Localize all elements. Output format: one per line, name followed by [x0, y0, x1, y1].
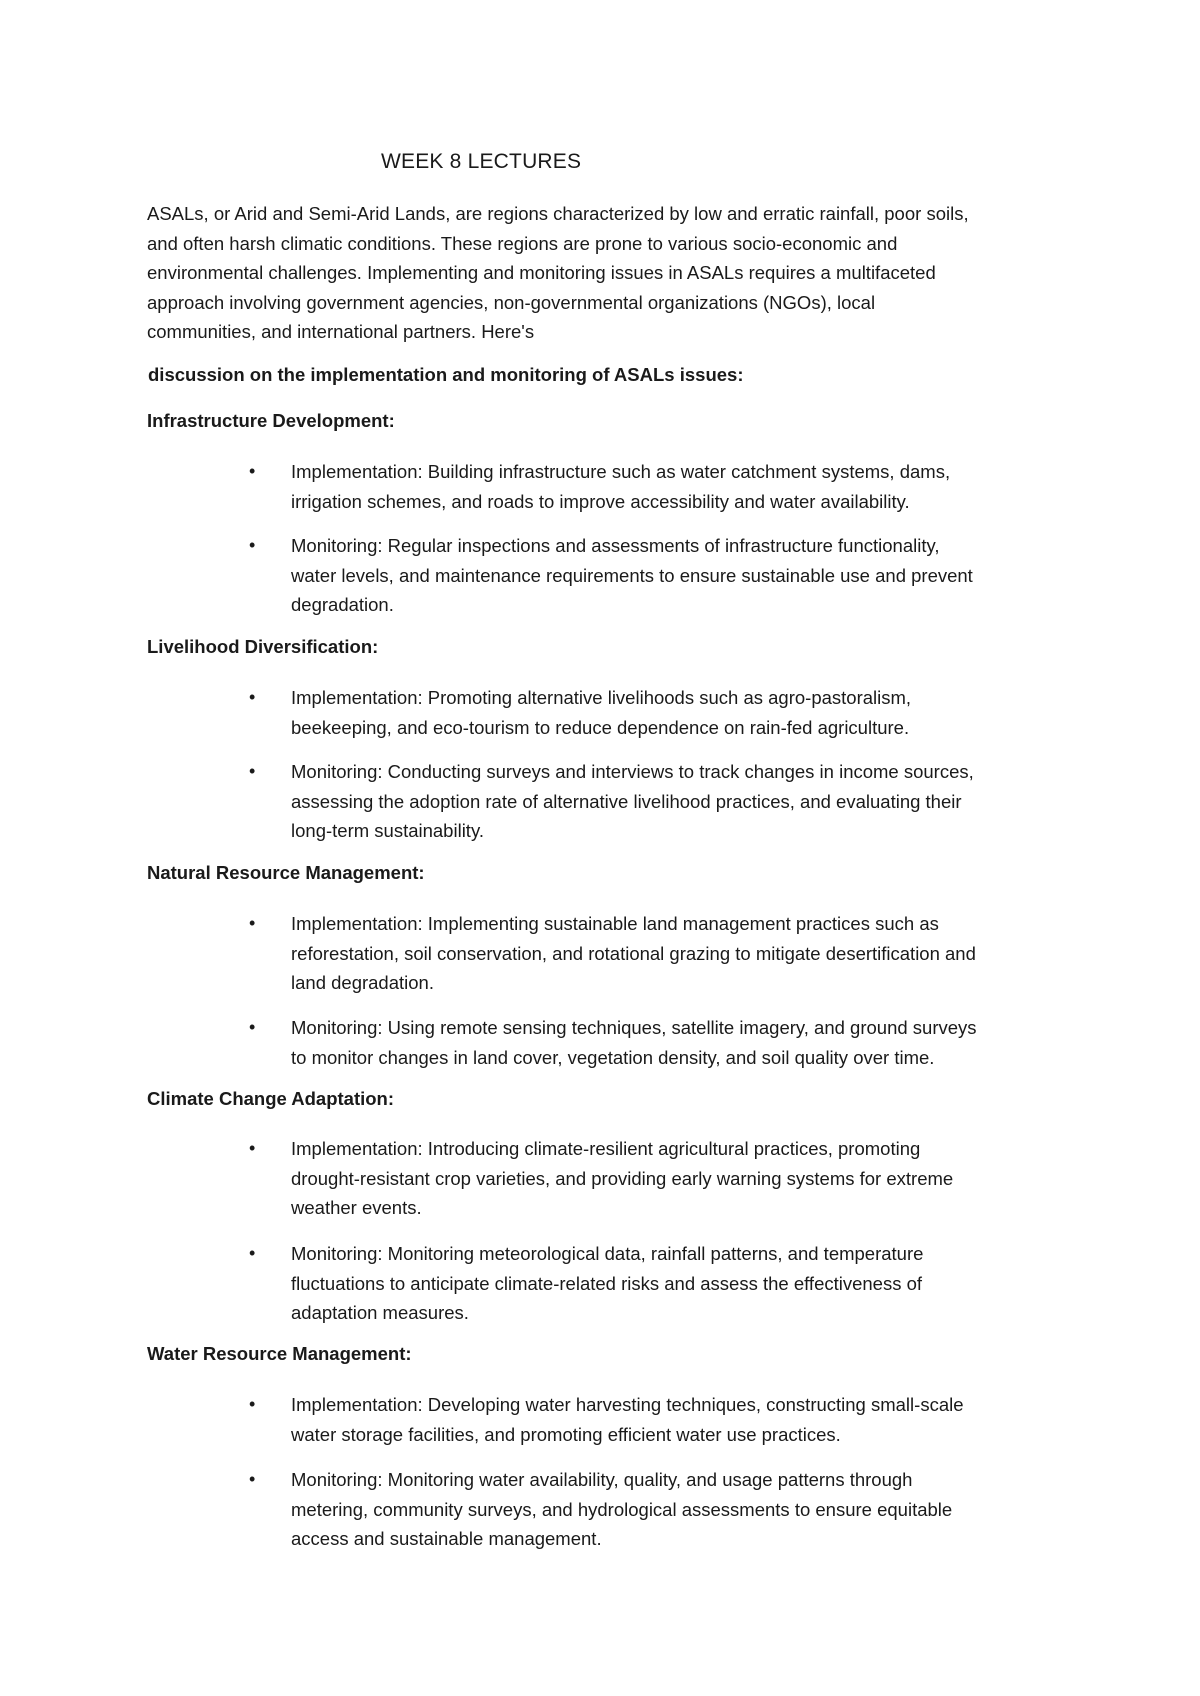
- bullet-icon: •: [249, 761, 256, 781]
- list-item-line: Monitoring: Using remote sensing techniques, satellite imagery, and ground surveys: [291, 1017, 977, 1038]
- list-item-line: water storage facilities, and promoting efficient water use practices.: [291, 1423, 841, 1445]
- list-item: [291, 1013, 1081, 1072]
- document-title: WEEK 8 LECTURES: [381, 150, 582, 173]
- list-item-line: Monitoring: Regular inspections and assessments of infrastructure functionality,: [291, 535, 940, 556]
- list-item-line: land degradation.: [291, 972, 434, 994]
- list-item-line: drought-resistant crop varieties, and providing early warning systems for extreme: [291, 1167, 954, 1189]
- bullet-icon: •: [249, 535, 256, 555]
- bullet-icon: •: [249, 913, 256, 933]
- list-item: [291, 1465, 1081, 1554]
- list-item-line: to monitor changes in land cover, vegetation density, and soil quality over time.: [291, 1046, 935, 1068]
- list-item-line: irrigation schemes, and roads to improve accessibility and water availability.: [291, 490, 910, 512]
- intro-line: approach involving government agencies, non-governmental organizations (NGOs), local: [147, 291, 876, 313]
- intro-paragraph: [147, 199, 1067, 347]
- bullet-icon: •: [249, 1469, 256, 1489]
- discussion-heading: discussion on the implementation and monitoring of ASALs issues:: [148, 364, 744, 385]
- section-heading-water: Water Resource Management:: [147, 1343, 412, 1364]
- list-item-line: fluctuations to anticipate climate-related risks and assess the effectiveness of: [291, 1272, 923, 1294]
- list-item-line: weather events.: [291, 1197, 422, 1219]
- list-item: [291, 1390, 1081, 1449]
- list-item-line: degradation.: [291, 594, 394, 616]
- list-item-line: Implementation: Promoting alternative livelihoods such as agro-pastoralism,: [291, 687, 912, 708]
- section-heading-climate: Climate Change Adaptation:: [147, 1088, 395, 1109]
- list-item: [291, 531, 1081, 620]
- list-item: [291, 757, 1081, 846]
- intro-line: environmental challenges. Implementing and monitoring issues in ASALs requires a multifaceted: [147, 262, 936, 284]
- bullet-icon: •: [249, 1394, 256, 1414]
- section-heading-natural-resource: Natural Resource Management:: [147, 862, 425, 883]
- list-item-line: Implementation: Implementing sustainable land management practices such as: [291, 913, 939, 934]
- list-item: [291, 683, 1081, 742]
- list-item-line: long-term sustainability.: [291, 820, 484, 842]
- list-item-line: Monitoring: Conducting surveys and interviews to track changes in income sources,: [291, 761, 974, 782]
- list-item-line: assessing the adoption rate of alternative livelihood practices, and evaluating their: [291, 790, 962, 812]
- list-item-line: Implementation: Introducing climate-resilient agricultural practices, promoting: [291, 1138, 921, 1159]
- intro-line: ASALs, or Arid and Semi-Arid Lands, are regions characterized by low and erratic rainfall, poor soils,: [147, 203, 969, 224]
- intro-line: communities, and international partners. Here's: [147, 321, 535, 343]
- list-item-line: Monitoring: Monitoring meteorological data, rainfall patterns, and temperature: [291, 1243, 924, 1264]
- list-item-line: metering, community surveys, and hydrological assessments to ensure equitable: [291, 1498, 953, 1520]
- list-item: [291, 457, 1081, 516]
- list-item-line: beekeeping, and eco-tourism to reduce dependence on rain-fed agriculture.: [291, 716, 910, 738]
- bullet-icon: •: [249, 1243, 256, 1263]
- list-item: [291, 1239, 1081, 1328]
- list-item: [291, 1134, 1081, 1223]
- list-item-line: access and sustainable management.: [291, 1528, 602, 1550]
- list-item-line: reforestation, soil conservation, and rotational grazing to mitigate desertification and: [291, 942, 976, 964]
- list-item-line: Implementation: Developing water harvesting techniques, constructing small-scale: [291, 1394, 964, 1415]
- list-item-line: Monitoring: Monitoring water availability, quality, and usage patterns through: [291, 1469, 913, 1490]
- bullet-icon: •: [249, 687, 256, 707]
- bullet-icon: •: [249, 1138, 256, 1158]
- bullet-icon: •: [249, 461, 256, 481]
- list-item: [291, 909, 1081, 998]
- bullet-icon: •: [249, 1017, 256, 1037]
- intro-line: and often harsh climatic conditions. These regions are prone to various socio-economic and: [147, 232, 898, 254]
- section-heading-infrastructure: Infrastructure Development:: [147, 410, 395, 431]
- list-item-line: Implementation: Building infrastructure such as water catchment systems, dams,: [291, 461, 951, 482]
- list-item-line: water levels, and maintenance requirements to ensure sustainable use and prevent: [291, 564, 973, 586]
- section-heading-livelihood: Livelihood Diversification:: [147, 636, 379, 657]
- list-item-line: adaptation measures.: [291, 1302, 469, 1324]
